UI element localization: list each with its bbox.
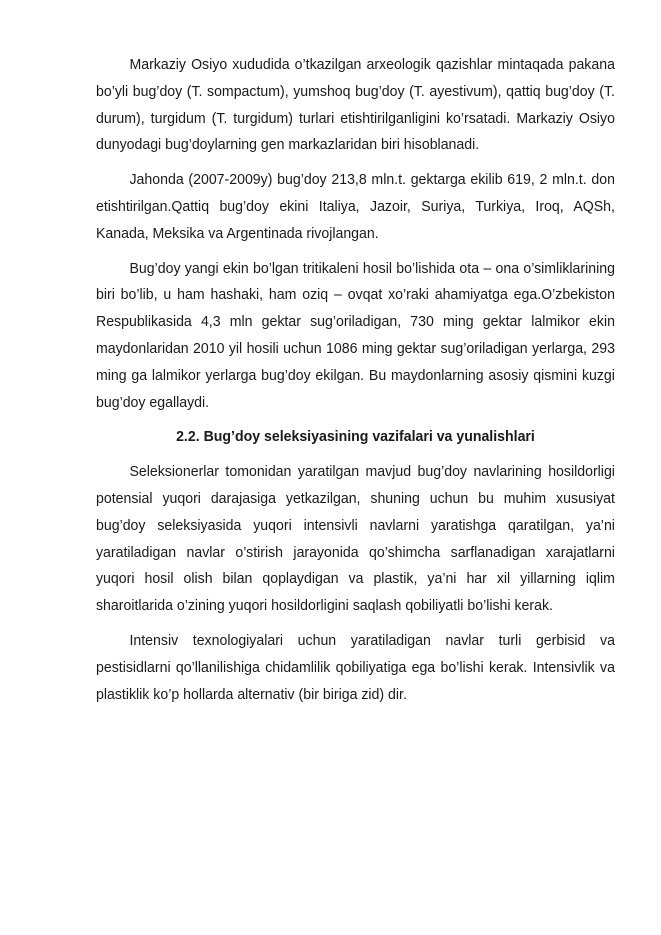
paragraph: Jahonda (2007-2009y) bug’doy 213,8 mln.t. gektarga ekilib 619, 2 mln.t. don etishtirilgan.Qattiq bug’doy ekini Italiya, Jazoir, Suriya, Turkiya, Iroq, AQSh, Kanada, Meksika va Argentinada rivojlangan.	[96, 171, 615, 242]
paragraph: Intensiv texnologiyalari uchun yaratiladigan navlar turli gerbisid va pestisidlarni qo’llanilishiga chidamlilik qobiliyatiga ega bo’lishi kerak. Intensivlik va plastiklik ko’p hollarda alternativ (bir biriga zid) dir.	[96, 631, 615, 703]
paragraph: Seleksionerlar tomonidan yaratilgan mavjud bug’doy navlarining hosildorligi potensial yuqori darajasiga yetkazilgan, shuning uchun bu muhim xususiyat bug’doy seleksiyasida yuqori intensivli navlarni yaratishga qaratilgan, ya’ni yaratiladigan navlar o’stirish jarayonida qo’shimcha sarflanadigan xarajatlarni yuqori hosil olish bilan qoplaydigan va plastik, ya’ni har xil yillarning iqlim sharoitlarida o’zining yuqori hosildorligini saqlash qobiliyatli bo’lishi kerak.	[96, 463, 615, 615]
section-heading: 2.2. Bug’doy seleksiyasining vazifalari va yunalishlari	[176, 428, 535, 446]
paragraph: Bug’doy yangi ekin bo’lgan tritikaleni hosil bo’lishida ota – ona o’simliklarining biri bo’lib, u ham hashaki, ham oziq – ovqat xo’raki ahamiyatga ega.O’zbekiston Respublikasida 4,3 mln gektar sug’oriladigan, 730 ming gektar lalmikor ekin maydonlaridan 2010 yil hosili uchun 1086 ming gektar sug’oriladigan yerlarga, 293 ming ga lalmikor yerlarga bug’doy ekilgan. Bu maydonlarning asosiy qismini kuzgi bug’doy egallaydi.	[96, 259, 615, 411]
document-page	[96, 52, 615, 716]
paragraph: Markaziy Osiyo xududida o’tkazilgan arxeologik qazishlar mintaqada pakana bo’yli bug’doy (T. sompactum), yumshoq bug’doy (T. ayestivum), qattiq bug’doy (T. durum), turgidum (T. turgidum) turlari etishtirilganligini ko’rsatadi. Markaziy Osiyo dunyodagi bug’doylarning gen markazlaridan biri hisoblanadi.	[96, 56, 615, 154]
